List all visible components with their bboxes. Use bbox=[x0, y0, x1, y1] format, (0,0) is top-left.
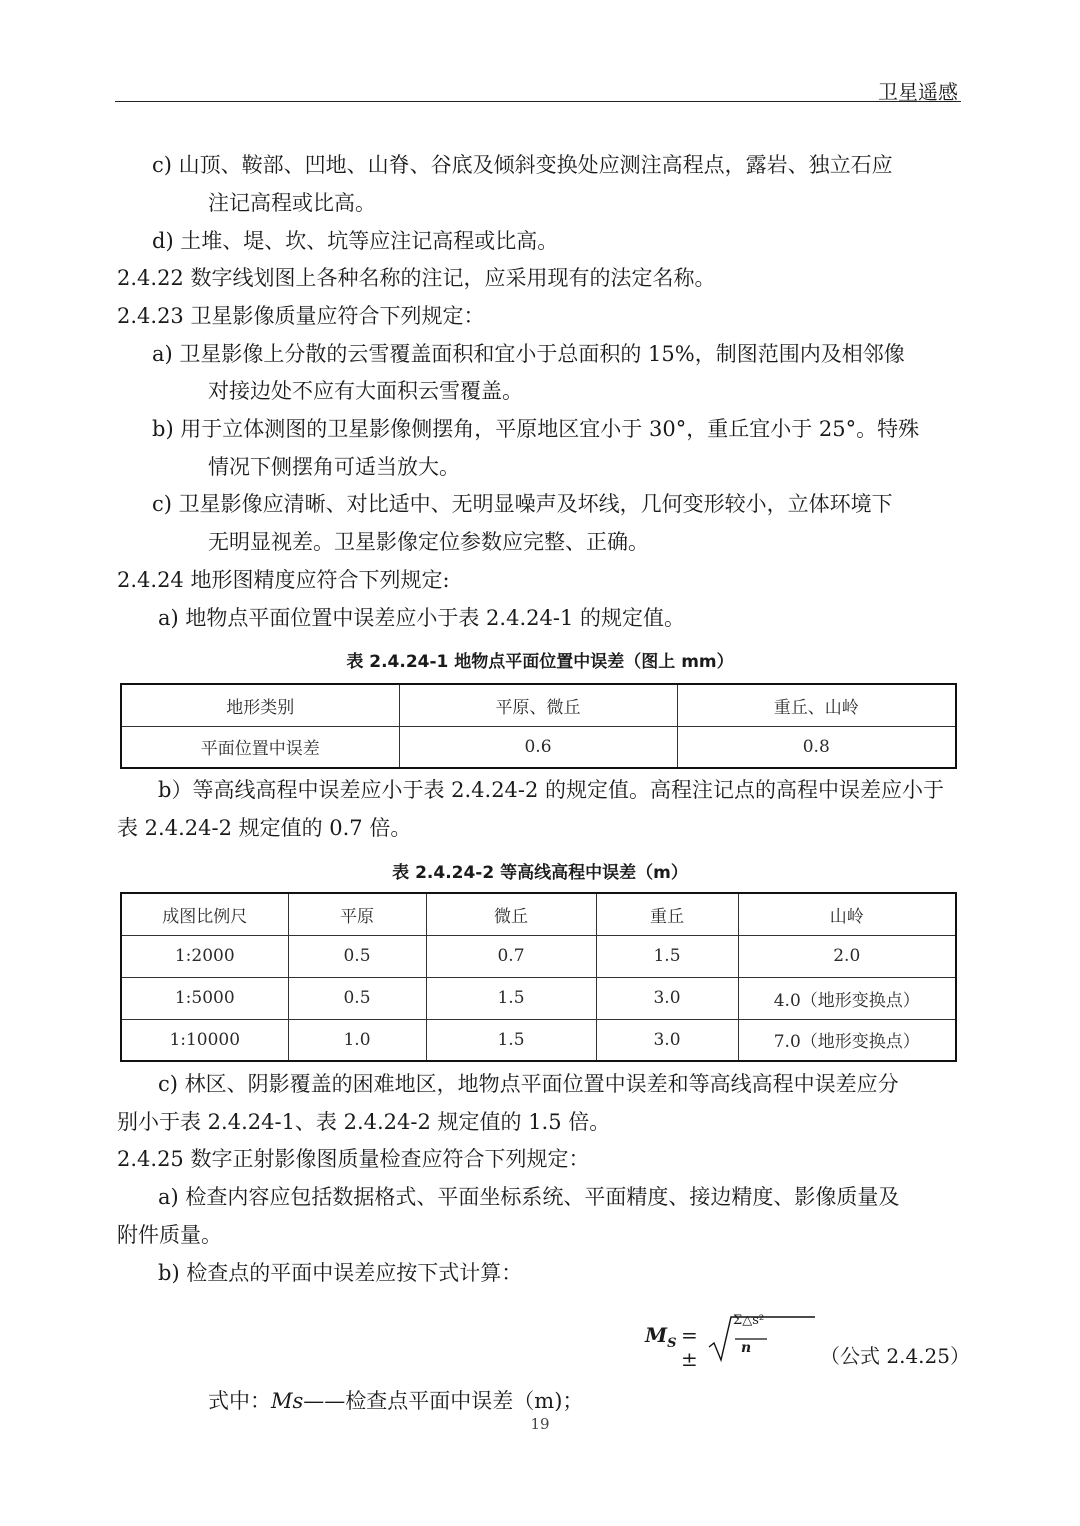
item-a-line-1: a) 卫星影像上分散的云雪覆盖面积和宜小于总面积的 15%，制图范围内及相邻像 bbox=[152, 342, 905, 366]
clause-2-4-24: 2.4.24 地形图精度应符合下列规定: bbox=[117, 568, 450, 592]
page-number: 19 bbox=[530, 1415, 550, 1433]
formula-explanation: 式中：Ms——检查点平面中误差（m)； bbox=[208, 1389, 584, 1413]
item-c2-line-2: 无明显视差。卫星影像定位参数应完整、正确。 bbox=[208, 530, 649, 554]
formula-denominator: n bbox=[741, 1340, 752, 1356]
table2-cell: 1:2000 bbox=[121, 935, 288, 977]
header-rule bbox=[115, 101, 961, 102]
clause-2-4-23: 2.4.23 卫星影像质量应符合下列规定： bbox=[117, 304, 485, 328]
formula-label: （公式 2.4.25） bbox=[820, 1344, 970, 1368]
item-c-line-1: c) 山顶、鞍部、凹地、山脊、谷底及倾斜变换处应测注高程点，露岩、独立石应 bbox=[152, 153, 893, 177]
table1-caption: 表 2.4.24-1 地物点平面位置中误差（图上 mm） bbox=[346, 652, 734, 672]
item-a-line-2: 对接边处不应有大面积云雪覆盖。 bbox=[208, 379, 523, 403]
table2-cell: 1.5 bbox=[426, 1019, 596, 1061]
table2-cell: 3.0 bbox=[596, 977, 738, 1019]
table2-caption: 表 2.4.24-2 等高线高程中误差（m） bbox=[392, 863, 688, 883]
table2-header-cell: 微丘 bbox=[426, 893, 596, 935]
formula-lhs: $M_S$ bbox=[645, 1323, 677, 1351]
table2-cell: 4.0（地形变换点） bbox=[738, 977, 956, 1019]
formula-numerator: Σ△s² bbox=[733, 1313, 765, 1328]
item-a-2424: a) 地物点平面位置中误差应小于表 2.4.24-1 的规定值。 bbox=[158, 606, 685, 630]
table2 bbox=[120, 892, 957, 1062]
item-c-2424-line-1: c) 林区、阴影覆盖的困难地区，地物点平面位置中误差和等高线高程中误差应分 bbox=[158, 1072, 899, 1096]
table2-cell: 1.5 bbox=[596, 935, 738, 977]
running-header: 卫星遥感 bbox=[878, 80, 958, 104]
item-b-2424-line-2: 表 2.4.24-2 规定值的 0.7 倍。 bbox=[117, 816, 412, 840]
table2-cell: 7.0（地形变换点） bbox=[738, 1019, 956, 1061]
item-b-2425: b) 检查点的平面中误差应按下式计算： bbox=[158, 1261, 523, 1285]
table-row bbox=[121, 935, 956, 977]
table2-header-cell: 重丘 bbox=[596, 893, 738, 935]
table2-cell: 0.5 bbox=[288, 935, 426, 977]
item-b-2424-line-1: b）等高线高程中误差应小于表 2.4.24-2 的规定值。高程注记点的高程中误差应小于 bbox=[158, 778, 945, 802]
table2-cell: 2.0 bbox=[738, 935, 956, 977]
table1 bbox=[120, 683, 957, 769]
item-d: d) 土堆、堤、坎、坑等应注记高程或比高。 bbox=[152, 229, 559, 253]
table2-header-cell: 山岭 bbox=[738, 893, 956, 935]
item-b-line-2: 情况下侧摆角可适当放大。 bbox=[208, 455, 460, 479]
item-a-2425-line-2: 附件质量。 bbox=[117, 1223, 222, 1247]
table2-cell: 1.0 bbox=[288, 1019, 426, 1061]
item-c-line-2: 注记高程或比高。 bbox=[208, 191, 376, 215]
table1-header-cell: 平原、微丘 bbox=[399, 684, 677, 726]
item-a-2425-line-1: a) 检查内容应包括数据格式、平面坐标系统、平面精度、接边精度、影像质量及 bbox=[158, 1185, 900, 1209]
table1-header-cell: 地形类别 bbox=[121, 684, 399, 726]
table2-cell: 0.7 bbox=[426, 935, 596, 977]
table2-cell: 3.0 bbox=[596, 1019, 738, 1061]
clause-2-4-22: 2.4.22 数字线划图上各种名称的注记，应采用现有的法定名称。 bbox=[117, 266, 716, 290]
table2-header-cell: 平原 bbox=[288, 893, 426, 935]
formula-equals: = ± bbox=[681, 1323, 698, 1371]
table2-cell: 1.5 bbox=[426, 977, 596, 1019]
table2-header-cell: 成图比例尺 bbox=[121, 893, 288, 935]
table-row bbox=[121, 1019, 956, 1061]
table2-cell: 1:5000 bbox=[121, 977, 288, 1019]
table1-cell: 0.8 bbox=[677, 726, 956, 768]
table-row bbox=[121, 977, 956, 1019]
item-b-line-1: b) 用于立体测图的卫星影像侧摆角，平原地区宜小于 30°，重丘宜小于 25°。特殊 bbox=[152, 417, 920, 441]
table2-cell: 1:10000 bbox=[121, 1019, 288, 1061]
clause-2-4-25: 2.4.25 数字正射影像图质量检查应符合下列规定： bbox=[117, 1147, 590, 1171]
table2-header-row bbox=[121, 893, 956, 935]
item-c-2424-line-2: 别小于表 2.4.24-1、表 2.4.24-2 规定值的 1.5 倍。 bbox=[117, 1110, 611, 1134]
table1-cell: 0.6 bbox=[399, 726, 677, 768]
table2-cell: 0.5 bbox=[288, 977, 426, 1019]
table1-header-row bbox=[121, 684, 956, 726]
table1-header-cell: 重丘、山岭 bbox=[677, 684, 956, 726]
item-c2-line-1: c) 卫星影像应清晰、对比适中、无明显噪声及坏线，几何变形较小，立体环境下 bbox=[152, 492, 893, 516]
table-row bbox=[121, 726, 956, 768]
table1-cell: 平面位置中误差 bbox=[121, 726, 399, 768]
